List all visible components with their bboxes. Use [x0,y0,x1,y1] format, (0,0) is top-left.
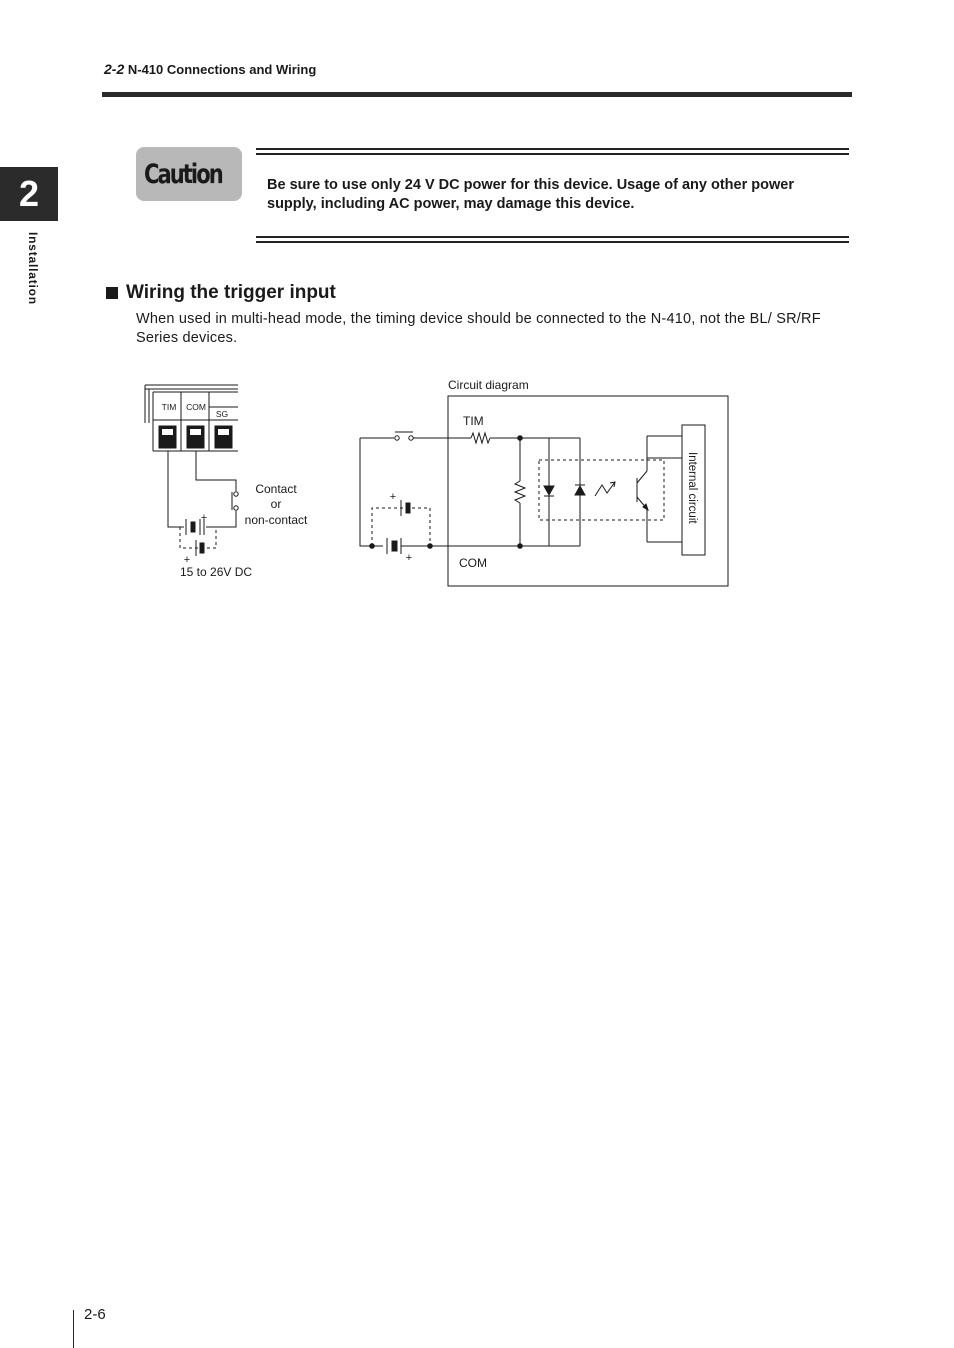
battery-plus-sign: + [405,552,413,564]
header-section-title: N-410 Connections and Wiring [127,62,317,77]
caution-bottom-rule [256,236,849,243]
header-rule [102,92,852,97]
circuit-diagram-caption: Circuit diagram [448,378,529,392]
caution-badge [136,147,242,201]
switch-label-line1: Contact [255,482,297,496]
terminal-label-tim: TIM [161,402,177,412]
caution-label: Caution [144,158,222,190]
terminal-label-com: COM [186,402,206,412]
internal-circuit-label: Internal circuit [686,452,698,524]
supply-voltage-label: 15 to 26V DC [180,565,253,579]
section-body: When used in multi-head mode, the timing device should be connected to the N-410, not the BL/ SR/RF Series devices. [136,311,821,346]
switch-label-line3: non-contact [244,513,308,527]
page-number-bar [73,1310,74,1348]
section-heading [106,282,336,304]
running-header [104,61,316,77]
caution-top-rule [256,148,849,155]
switch-label-line2: or [270,497,282,511]
chapter-tab: 2 [0,167,58,221]
alt-battery-plus-sign: + [183,554,191,566]
page-number: 2-6 [84,1306,106,1323]
alt-battery-plus-sign: + [389,491,397,503]
terminal-label-sg: SG [215,409,229,419]
terminal-wiring-figure [140,380,340,590]
battery-plus-sign: + [200,512,208,524]
section-heading-text: Wiring the trigger input [126,282,336,303]
circuit-diagram [355,374,735,592]
chapter-side-label: Installation [26,232,40,305]
header-section-number: 2-2 [104,61,125,77]
tim-label: TIM [463,414,484,428]
caution-text: Be sure to use only 24 V DC power for this device. Usage of any other power supply, including AC power, may damage this device. [267,177,794,212]
square-bullet-icon [106,287,118,299]
com-label: COM [459,556,487,570]
